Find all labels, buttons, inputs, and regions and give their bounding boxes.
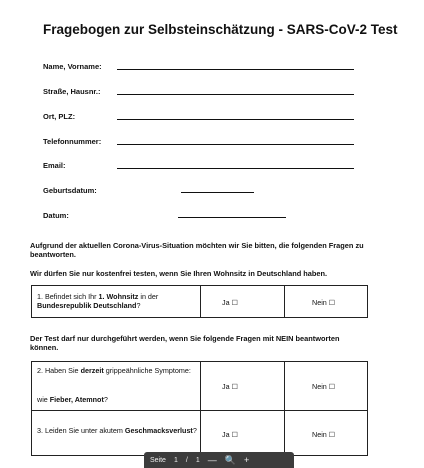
note-nein: Der Test darf nur durchgeführt werden, wenn Sie folgende Fragen mit NEIN beantworten können. bbox=[30, 334, 340, 352]
field-line-name[interactable] bbox=[117, 69, 354, 70]
question-3-no-checkbox[interactable]: Nein ☐ bbox=[312, 430, 336, 439]
total-pages: 1 bbox=[195, 456, 200, 464]
field-label-phone: Telefonnummer: bbox=[43, 137, 102, 146]
field-line-date[interactable] bbox=[178, 217, 286, 218]
question-2-yes-checkbox[interactable]: Ja ☐ bbox=[222, 382, 239, 391]
page-label: Seite bbox=[150, 456, 166, 464]
field-line-phone[interactable] bbox=[117, 144, 354, 145]
zoom-in-button[interactable]: + bbox=[243, 455, 250, 465]
field-label-date: Datum: bbox=[43, 211, 69, 220]
field-line-email[interactable] bbox=[117, 168, 354, 169]
field-label-city: Ort, PLZ: bbox=[43, 112, 76, 121]
question-1-text: 1. Befindet sich Ihr 1. Wohnsitz in der Bundesrepublik Deutschland? bbox=[37, 292, 159, 310]
field-label-name: Name, Vorname: bbox=[43, 62, 102, 71]
field-label-email: Email: bbox=[43, 161, 66, 170]
questions-2-3-box bbox=[31, 361, 368, 456]
field-label-birthdate: Geburtsdatum: bbox=[43, 186, 97, 195]
question-3-text: 3. Leiden Sie unter akutem Geschmacksverlust? bbox=[37, 426, 197, 435]
document-title: Fragebogen zur Selbsteinschätzung - SARS-CoV-2 Test bbox=[43, 22, 398, 37]
intro-text: Aufgrund der aktuellen Corona-Virus-Situation möchten wir Sie bitten, die folgenden Fragen zu beantworten. bbox=[30, 241, 364, 259]
question-1-box bbox=[31, 285, 368, 318]
current-page[interactable]: 1 bbox=[173, 456, 178, 464]
field-line-street[interactable] bbox=[117, 94, 354, 95]
question-2-text: 2. Haben Sie derzeit grippeähnliche Symptome: bbox=[37, 366, 191, 375]
question-2-text-line2: wie Fieber, Atemnot? bbox=[37, 395, 108, 404]
question-3-yes-checkbox[interactable]: Ja ☐ bbox=[222, 430, 239, 439]
page-separator: / bbox=[185, 456, 188, 464]
question-1-no-checkbox[interactable]: Nein ☐ bbox=[312, 298, 336, 307]
field-line-birthdate[interactable] bbox=[181, 192, 254, 193]
field-label-street: Straße, Hausnr.: bbox=[43, 87, 101, 96]
pdf-viewer-toolbar bbox=[144, 452, 294, 468]
question-1-yes-checkbox[interactable]: Ja ☐ bbox=[222, 298, 239, 307]
question-2-no-checkbox[interactable]: Nein ☐ bbox=[312, 382, 336, 391]
zoom-out-button[interactable]: — bbox=[207, 455, 217, 465]
field-line-city[interactable] bbox=[117, 119, 354, 120]
note-free-test: Wir dürfen Sie nur kostenfrei testen, wenn Sie Ihren Wohnsitz in Deutschland haben. bbox=[30, 269, 328, 278]
zoom-icon[interactable]: 🔍 bbox=[224, 454, 236, 465]
